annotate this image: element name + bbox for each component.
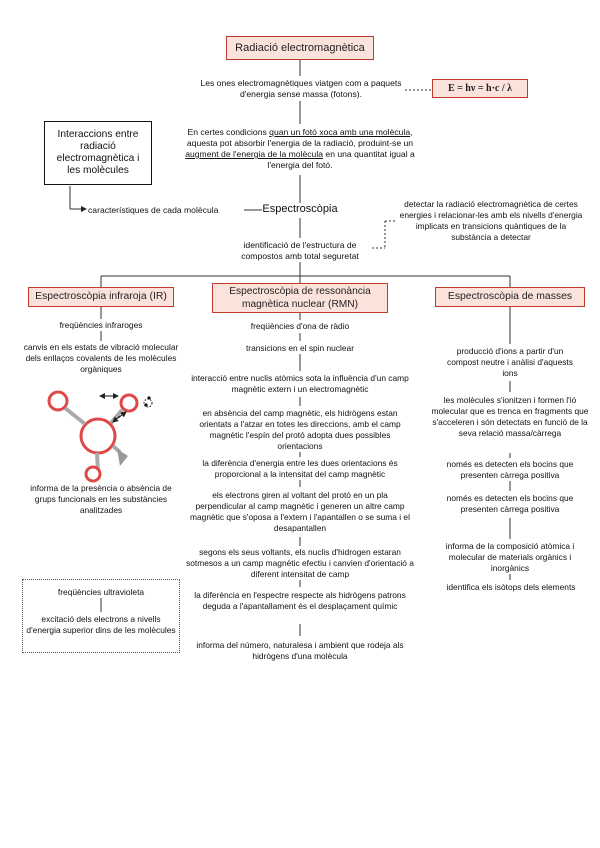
- nmr-title: Espectroscòpia de ressonància magnètica nuclear (RMN): [229, 286, 371, 310]
- atom-bottom: [86, 467, 100, 481]
- ms-box: [435, 287, 585, 307]
- formula-text: E = hν = h·c / λ: [447, 83, 513, 94]
- absorption-part-3: en una quantitat igual a l'energia del fotó.: [267, 149, 415, 170]
- uv-frequency: freqüències ultravioleta: [57, 587, 145, 597]
- ms-item: identifica els isòtops dels elements: [446, 582, 576, 592]
- ms-item: informa de la composició atòmica i molecular de materials orgànics i inorgànics: [445, 541, 575, 573]
- absorption-part-1: En certes condicions: [187, 127, 270, 137]
- absorption-underline-2: augment de l'energia de la molècula: [185, 149, 324, 159]
- nmr-item: la diferència d'energia entre les dues orientacions és proporcional a la intensitat del camp magnètic: [202, 458, 398, 479]
- ms-item: producció d'ions a partir d'un compost neutre i anàlisi d'aquests ions: [447, 346, 573, 378]
- atom-center: [81, 419, 115, 453]
- ms-item: les molècules s'ionitzen i formen l'ió molecular que es trenca en fragments que s'acceleren i són detectats en funció de la seva relació massa/càrrega: [431, 395, 589, 438]
- ms-item: només es detecten els bocins que presenten càrrega positiva: [446, 459, 574, 480]
- nmr-box: [212, 283, 388, 313]
- nmr-item: els electrons giren al voltant del protó en un pla perpendicular al camp magnètic i generen un altre camp magnètic que s'oposa a l'extern i l'apantallen o se suma i el desapantallen: [190, 490, 410, 533]
- spectroscopy-label: Espectroscòpia: [262, 203, 338, 215]
- ir-frequency: freqüències infraroges: [59, 320, 143, 330]
- absorption-part-2: , aquesta pot absorbir l'energia de la radiació, produint-se un: [186, 127, 414, 148]
- atom-right: [121, 395, 137, 411]
- nmr-item: informa del número, naturalesa i ambient que rodeja als hidrògens d'una molècula: [196, 640, 404, 661]
- nmr-item: la diferència en l'espectre respecte als hidrògens patrons deguda a l'apantallament és el desplaçament químic: [194, 590, 406, 611]
- ir-changes: canvis en els estats de vibració molecular dels enllaços covalents de les molècules orgàniques: [23, 342, 179, 374]
- nmr-item: en absència del camp magnètic, els hidrògens estan orientats a l'atzar en totes les direccions, amb el camp magnètic l'espín del protó adopta dues possibles orientacions: [199, 408, 401, 451]
- ir-title: Espectroscòpia infraroja (IR): [35, 291, 167, 302]
- ir-info: informa de la presència o absència de grups funcionals en les substàncies analitzades: [30, 483, 172, 515]
- nmr-item: freqüències d'ona de ràdio: [250, 321, 350, 331]
- wedge-bond: [117, 449, 128, 466]
- characteristics-text: característiques de cada molècula: [88, 205, 219, 215]
- detect-text: detectar la radiació electromagnètica de certes energies i relacionar-les amb els nivells d'energia implicats en transicions quàntiques de la substància a detectar: [399, 199, 583, 242]
- nmr-item: transicions en el spin nuclear: [245, 343, 354, 353]
- nmr-item: segons els seus voltants, els nuclis d'hidrogen estaran sotmesos a un camp magnètic efectiu i canvien d'orientació a diferent intensitat de camp: [186, 547, 414, 579]
- page-title: Radiació electromagnètica: [235, 42, 365, 54]
- absorption-underline-1: quan un fotó xoca amb una molècula: [269, 127, 411, 137]
- ms-item: només es detecten els bocins que presenten càrrega positiva: [446, 493, 574, 514]
- uv-excitation: excitació dels electrons a nivells d'energia superior dins de les molècules: [26, 614, 176, 635]
- nmr-item: interacció entre nuclis atòmics sota la influència d'un camp magnètic extern i un electromagnètic: [191, 373, 409, 394]
- ms-title: Espectroscòpia de masses: [447, 291, 573, 302]
- intro-text: Les ones electromagnètiques viatgen com a paquets d'energia sense massa (fotons).: [200, 78, 402, 99]
- interactions-label: Interaccions entre radiació electromagnètica i les molècules: [56, 129, 140, 176]
- identification-text: identificació de l'estructura de compostos amb total seguretat: [241, 240, 359, 261]
- atom-left: [49, 392, 67, 410]
